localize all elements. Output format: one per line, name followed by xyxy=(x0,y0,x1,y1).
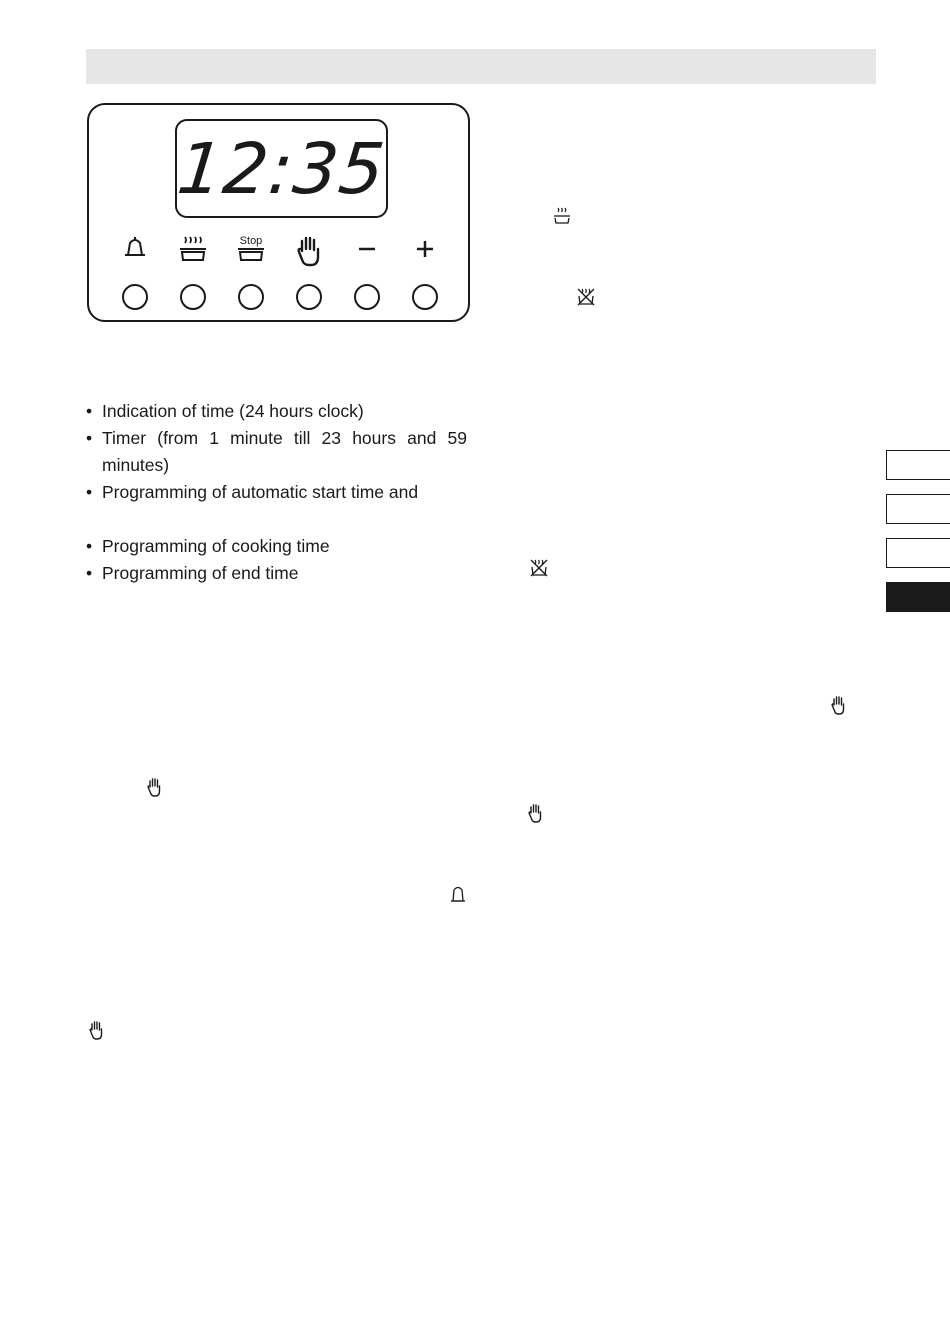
section-tab[interactable] xyxy=(886,538,950,568)
list-item: • Programming of end time xyxy=(86,560,467,587)
svg-text:Stop: Stop xyxy=(239,235,263,247)
pot-crossed-icon xyxy=(529,558,549,578)
hand-icon xyxy=(289,235,329,271)
bell-icon xyxy=(450,884,466,904)
section-tab[interactable] xyxy=(886,494,950,524)
stop-pot-icon xyxy=(231,235,271,271)
list-item: • Programming of automatic start time and xyxy=(86,479,467,506)
cook-time-button[interactable] xyxy=(180,284,206,310)
cooking-pot-icon xyxy=(552,206,572,226)
section-tab[interactable] xyxy=(886,450,950,480)
hand-icon xyxy=(88,1020,104,1040)
list-item: • Programming of cooking time xyxy=(86,533,467,560)
manual-button[interactable] xyxy=(296,284,322,310)
cooking-pot-icon xyxy=(173,235,213,271)
timer-control-panel xyxy=(87,103,470,322)
minus-icon xyxy=(347,235,387,271)
lcd-display xyxy=(175,119,388,218)
hand-icon xyxy=(146,777,162,797)
display-time: 12:35 xyxy=(173,127,390,210)
feature-list xyxy=(86,398,467,587)
end-time-button[interactable] xyxy=(238,284,264,310)
list-item: • Timer (from 1 minute till 23 hours and 59 minutes) xyxy=(86,425,467,479)
bell-button[interactable] xyxy=(122,284,148,310)
minus-button[interactable] xyxy=(354,284,380,310)
list-item: • Indication of time (24 hours clock) xyxy=(86,398,467,425)
plus-button[interactable] xyxy=(412,284,438,310)
plus-icon xyxy=(405,235,445,271)
header-bar xyxy=(86,49,876,84)
bell-icon xyxy=(115,235,155,271)
hand-icon xyxy=(830,695,846,715)
pot-crossed-icon xyxy=(576,287,596,307)
hand-icon xyxy=(527,803,543,823)
section-tab-active[interactable] xyxy=(886,582,950,612)
